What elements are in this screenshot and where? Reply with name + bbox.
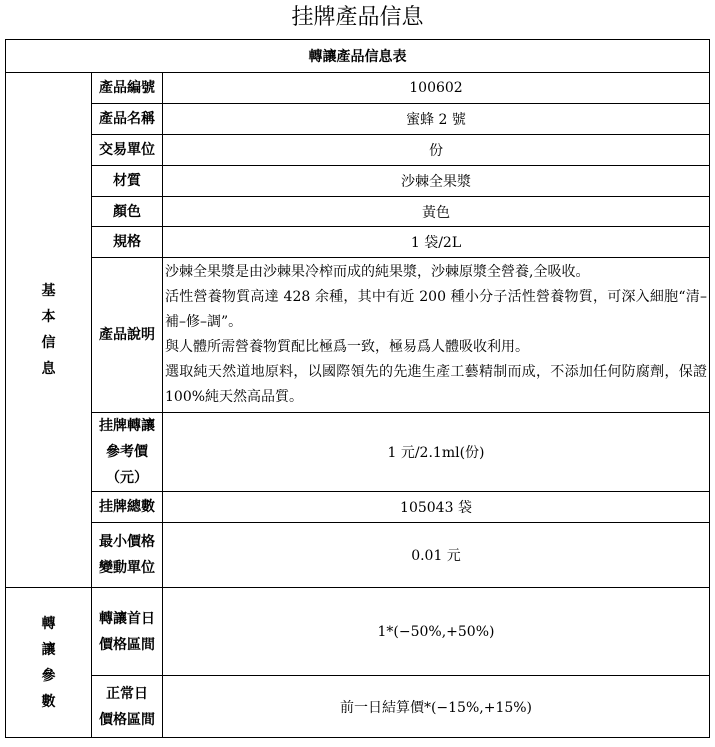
min-price-unit-value: 0.01 元: [163, 523, 710, 588]
section-transfer-char: 參: [41, 667, 56, 684]
min-price-unit-label-line: 變動單位: [99, 560, 155, 576]
color-label: 顏色: [92, 197, 163, 227]
normal-day-range-value: 前一日結算價*(−15%,+15%): [163, 676, 710, 738]
description-line: 沙棘全果漿是由沙棘果冷榨而成的純果漿，沙棘原漿全營養,全吸收。: [165, 264, 590, 280]
spec-label: 規格: [92, 227, 163, 258]
section-basic-char: 本: [41, 309, 56, 325]
first-day-range-value: 1*(−50%,+50%): [163, 588, 710, 676]
description-value: [163, 258, 710, 413]
product-info-table: [5, 39, 710, 738]
reference-price-label-line: （元）: [106, 470, 148, 486]
reference-price-label: [92, 413, 163, 492]
min-price-unit-label-line: 最小價格: [99, 534, 155, 550]
product-name-label: 產品名稱: [92, 104, 163, 135]
trade-unit-label: 交易單位: [92, 135, 163, 166]
section-basic-char: 息: [41, 361, 56, 377]
description-label: 產品說明: [92, 258, 163, 413]
section-transfer-params: [6, 588, 92, 738]
section-transfer-char: 數: [41, 693, 56, 710]
normal-day-range-label-line: 正常日: [106, 685, 148, 702]
description-line: 活性營養物質高達 428 余種，其中有近 200 種小分子活性營養物質，可深入細胞“清–補–修–調”。: [165, 289, 707, 330]
product-code-value: 100602: [163, 73, 710, 104]
description-line: 選取純天然道地原料，以國際領先的先進生產工藝精制而成，不添加任何防腐劑，保證 100%純天然高品質。: [165, 364, 707, 405]
material-label: 材質: [92, 166, 163, 197]
section-basic-char: 信: [41, 335, 56, 351]
normal-day-range-label: [92, 676, 163, 738]
spec-value: 1 袋/2L: [163, 227, 710, 258]
section-basic-char: 基: [41, 283, 56, 299]
color-value: 黃色: [163, 197, 710, 227]
total-listed-value: 105043 袋: [163, 492, 710, 523]
table-header: 轉讓產品信息表: [6, 40, 710, 73]
trade-unit-value: 份: [163, 135, 710, 166]
normal-day-range-label-line: 價格區間: [99, 711, 155, 728]
description-line: 與人體所需營養物質配比極爲一致，極易爲人體吸收利用。: [165, 339, 529, 355]
first-day-range-label-line: 價格區間: [99, 636, 155, 653]
reference-price-value: 1 元/2.1ml(份): [163, 413, 710, 492]
reference-price-label-line: 參考價: [106, 444, 148, 460]
section-transfer-char: 轉: [41, 615, 56, 632]
first-day-range-label: [92, 588, 163, 676]
section-basic-info: [6, 73, 92, 588]
total-listed-label: 挂牌總數: [92, 492, 163, 523]
section-transfer-char: 讓: [41, 641, 56, 658]
material-value: 沙棘全果漿: [163, 166, 710, 197]
product-code-label: 產品編號: [92, 73, 163, 104]
min-price-unit-label: [92, 523, 163, 588]
first-day-range-label-line: 轉讓首日: [99, 610, 155, 627]
page-title: 挂牌產品信息: [291, 5, 424, 30]
product-name-value: 蜜蜂 2 號: [163, 104, 710, 135]
reference-price-label-line: 挂牌轉讓: [99, 418, 155, 434]
